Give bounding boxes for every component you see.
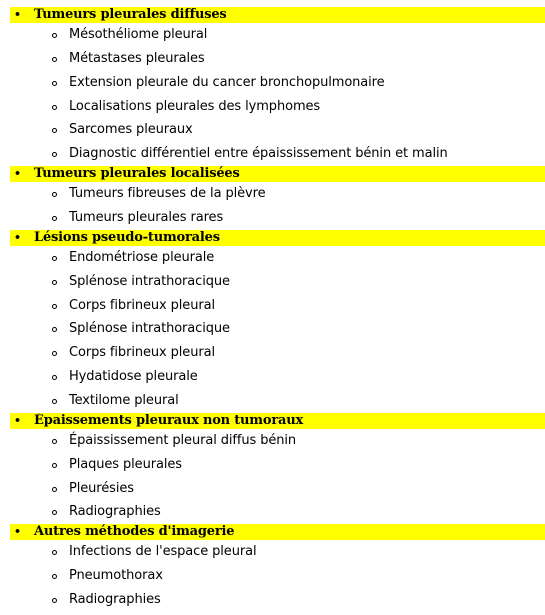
circle-bullet-icon xyxy=(52,280,57,285)
circle-bullet-icon xyxy=(52,192,57,197)
list-item-text: Diagnostic différentiel entre épaississement bénin et malin xyxy=(69,146,448,161)
circle-bullet-icon xyxy=(52,152,57,157)
circle-bullet-icon xyxy=(52,327,57,332)
list-item-text: Épaississement pleural diffus bénin xyxy=(69,433,297,448)
circle-bullet-icon xyxy=(52,375,57,380)
bullet-icon: • xyxy=(14,8,22,21)
list-item-text: Splénose intrathoracique xyxy=(69,274,230,289)
section-header xyxy=(10,7,545,23)
circle-bullet-icon xyxy=(52,487,57,492)
list-item-text: Tumeurs pleurales rares xyxy=(69,210,224,225)
circle-bullet-icon xyxy=(52,510,57,515)
list-item-text: Infections de l'espace pleural xyxy=(69,544,257,559)
section-title: Tumeurs pleurales diffuses xyxy=(34,7,227,22)
list-item-text: Métastases pleurales xyxy=(69,51,205,66)
circle-bullet-icon xyxy=(52,598,57,603)
list-item-text: Tumeurs fibreuses de la plèvre xyxy=(69,186,266,201)
circle-bullet-icon xyxy=(52,351,57,356)
list-item-text: Textilome pleural xyxy=(69,393,179,408)
list-item-text: Corps fibrineux pleural xyxy=(69,298,215,313)
list-item-text: Sarcomes pleuraux xyxy=(69,122,193,137)
section-title: Épaissements pleuraux non tumoraux xyxy=(34,413,304,428)
circle-bullet-icon xyxy=(52,105,57,110)
list-item-text: Mésothéliome pleural xyxy=(69,27,208,42)
section-title: Tumeurs pleurales localisées xyxy=(34,166,240,181)
circle-bullet-icon xyxy=(52,550,57,555)
list-item-text: Plaques pleurales xyxy=(69,457,182,472)
circle-bullet-icon xyxy=(52,463,57,468)
circle-bullet-icon xyxy=(52,574,57,579)
circle-bullet-icon xyxy=(52,57,57,62)
list-item-text: Pneumothorax xyxy=(69,568,163,583)
section-header xyxy=(10,230,545,246)
list-item-text: Pleurésies xyxy=(69,481,134,496)
circle-bullet-icon xyxy=(52,439,57,444)
list-item-text: Endométriose pleurale xyxy=(69,250,215,265)
bullet-icon: • xyxy=(14,231,22,244)
section-header xyxy=(10,413,545,429)
list-item-text: Splénose intrathoracique xyxy=(69,321,230,336)
list-item-text: Radiographies xyxy=(69,592,161,607)
section-title: Lésions pseudo-tumorales xyxy=(34,230,220,245)
section-header xyxy=(10,524,545,540)
bullet-icon: • xyxy=(14,414,22,427)
section-header xyxy=(10,166,545,182)
circle-bullet-icon xyxy=(52,128,57,133)
circle-bullet-icon xyxy=(52,216,57,221)
circle-bullet-icon xyxy=(52,256,57,261)
circle-bullet-icon xyxy=(52,399,57,404)
list-item-text: Radiographies xyxy=(69,504,161,519)
list-item-text: Extension pleurale du cancer bronchopulmonaire xyxy=(69,75,385,90)
circle-bullet-icon xyxy=(52,33,57,38)
bullet-icon: • xyxy=(14,525,22,538)
list-item-text: Hydatidose pleurale xyxy=(69,369,198,384)
list-item-text: Corps fibrineux pleural xyxy=(69,345,215,360)
list-item-text: Localisations pleurales des lymphomes xyxy=(69,99,321,114)
circle-bullet-icon xyxy=(52,81,57,86)
circle-bullet-icon xyxy=(52,304,57,309)
bullet-icon: • xyxy=(14,167,22,180)
section-title: Autres méthodes d'imagerie xyxy=(34,524,235,539)
